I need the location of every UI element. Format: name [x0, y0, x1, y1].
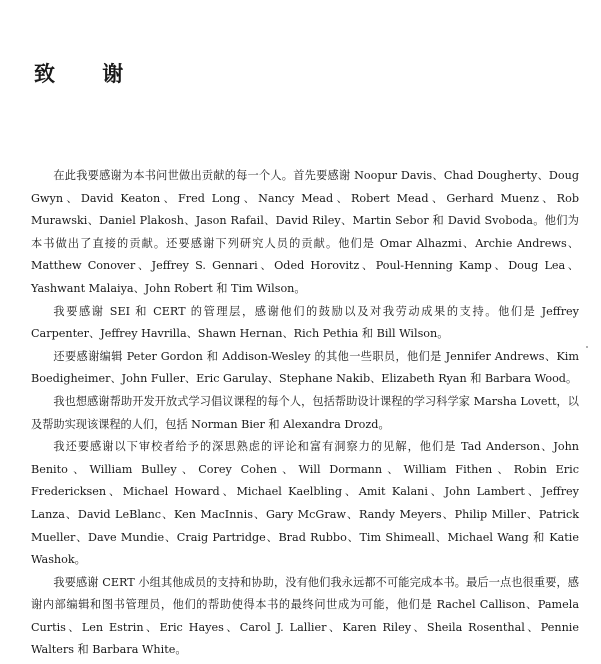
acknowledgements-body	[31, 165, 579, 662]
paragraph: 我要感谢 SEI 和 CERT 的管理层，感谢他们的鼓励以及对我劳动成果的支持。他们是 Jeffrey Carpenter、Jeffrey Havrilla、Shawn Hernan、Rich Pethia 和 Bill Wilson。	[31, 304, 579, 341]
paragraph: 还要感谢编辑 Peter Gordon 和 Addison-Wesley 的其他一些职员，他们是 Jennifer Andrews、Kim Boedigheimer、John Fuller、Eric Garulay、Stephane Nakib、Elizabeth Ryan 和 Barbara Wood。	[31, 349, 579, 386]
paragraph: 我要感谢 CERT 小组其他成员的支持和协助，没有他们我永远都不可能完成本书。最后一点也很重要，感谢内部编辑和图书管理员，他们的帮助使得本书的最终问世成为可能，他们是 Rachel Callison、Pamela Curtis、Len Estrin、Eric Hayes、Carol J. Lallier、Karen Riley、Sheila Rosenthal、Pennie Walters 和 Barbara White。	[31, 575, 579, 657]
paragraph: 在此我要感谢为本书问世做出贡献的每一个人。首先要感谢 Noopur Davis、Chad Dougherty、Doug Gwyn、David Keaton、Fred Long、Nancy Mead、Robert Mead、Gerhard Muenz、Rob Murawski、Daniel Plakosh、Jason Rafail、David Riley、Martin Sebor 和 David Svoboda。他们为本书做出了直接的贡献。还要感谢下列研究人员的贡献。他们是 Omar Alhazmi、Archie Andrews、Matthew Conover、Jeffrey S. Gennari、Oded Horovitz、Poul-Henning Kamp、Doug Lea、Yashwant Malaiya、John Robert 和 Tim Wilson。	[31, 169, 579, 295]
paragraph: 我还要感谢以下审校者给予的深思熟虑的评论和富有洞察力的见解，他们是 Tad Anderson、John Benito、William Bulley、Corey Cohen、Will Dormann、William Fithen、Robin Eric Fredericksen、Michael Howard、Michael Kaelbling、Amit Kalani、John Lambert、Jeffrey Lanza、David LeBlanc、Ken MacInnis、Gary McGraw、Randy Meyers、Philip Miller、Patrick Mueller、Dave Mundie、Craig Partridge、Brad Rubbo、Tim Shimeall、Michael Wang 和 Katie Washok。	[31, 440, 579, 567]
scan-speck	[586, 346, 588, 348]
page-title: 致 谢	[34, 62, 144, 86]
paragraph: 我也想感谢帮助开发开放式学习倡议课程的每个人，包括帮助设计课程的学习科学家 Marsha Lovett，以及帮助实现该课程的人们，包括 Norman Bier 和 Alexandra Drozd。	[31, 394, 579, 431]
